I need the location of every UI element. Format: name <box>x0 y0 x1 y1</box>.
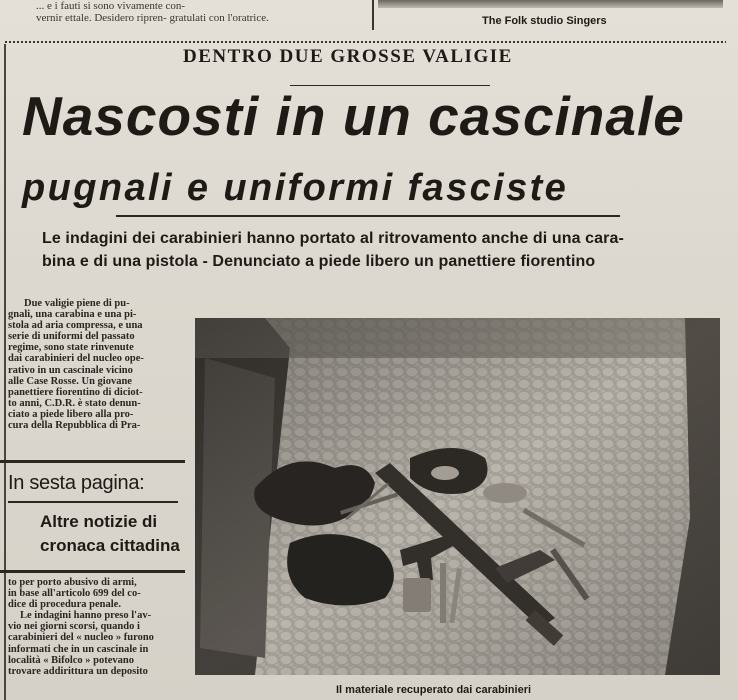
headline-line-2: pugnali e uniformi fasciste <box>22 167 569 209</box>
top-photo-edge <box>378 0 723 8</box>
body-line: dai carabinieri del nucleo ope- <box>8 353 144 365</box>
box-top-rule <box>0 460 185 463</box>
body-line: cura della Repubblica di Pra- <box>8 420 141 432</box>
article-deck <box>42 227 712 273</box>
headline-line-1: Nascosti in un cascinale <box>22 85 685 147</box>
body-line: in base all'articolo 699 del co- <box>8 588 141 600</box>
previous-article-line: vernir ettale. Desidero ripren- gratulati con l'oratrice. <box>36 12 269 24</box>
body-line: località « Bifolco » potevano <box>8 654 134 666</box>
sidebar-box-line: Altre notizie di <box>40 512 158 531</box>
top-photo-caption: The Folk studio Singers <box>482 15 607 27</box>
body-line: vio nei giorni scorsi, quando i <box>8 621 140 633</box>
body-line: alle Case Rosse. Un giovane <box>8 375 132 387</box>
sidebar-box-text <box>40 510 185 558</box>
box-bottom-rule <box>0 570 185 573</box>
article-body-continued <box>8 577 186 677</box>
headline-rule <box>116 215 620 217</box>
body-line: Due valigie piene di pu- <box>24 298 130 309</box>
news-photo <box>195 318 720 675</box>
article-kicker: DENTRO DUE GROSSE VALIGIE <box>183 46 513 67</box>
body-line: panettiere fiorentino di diciot- <box>8 386 143 398</box>
section-dotted-rule <box>4 40 726 44</box>
body-line: to anni, C.D.R. è stato denun- <box>8 397 141 409</box>
body-line: dice di procedura penale. <box>8 599 121 611</box>
body-line: Le indagini hanno preso l'av- <box>20 610 152 622</box>
left-margin-rule <box>4 44 6 700</box>
photo-caption: Il materiale recuperato dai carabinieri <box>336 684 532 696</box>
sidebar-box-label: In sesta pagina: <box>8 472 145 494</box>
body-line: informati che in un cascinale in <box>8 643 149 655</box>
body-line: rativo in un cascinale vicino <box>8 364 133 376</box>
sidebar-box-rule <box>8 501 178 503</box>
body-line: trovare addirittura un deposito <box>8 665 148 677</box>
deck-line: bina e di una pistola - Denunciato a piede libero un panettiere fiorentino <box>42 253 596 270</box>
body-line: regime, sono state rinvenute <box>8 342 134 354</box>
body-line: to per porto abusivo di armi, <box>8 577 137 588</box>
previous-article-line: ... e i fauti si sono vivamente con- <box>36 0 186 12</box>
previous-article-fragment <box>36 0 366 24</box>
body-line: carabinieri del « nucleo » furono <box>8 632 154 644</box>
photo-illustration <box>195 318 720 675</box>
top-strip <box>0 0 738 36</box>
body-line: ciato a piede libero alla pro- <box>8 408 134 420</box>
body-line: stola ad aria compressa, e una <box>8 320 143 332</box>
column-divider <box>372 0 374 30</box>
body-line: gnali, una carabina e una pi- <box>8 309 137 321</box>
article-body-column <box>8 298 186 431</box>
sidebar-box-line: cronaca cittadina <box>40 536 180 555</box>
body-line: serie di uniformi del passato <box>8 331 135 343</box>
deck-line: Le indagini dei carabinieri hanno portato al ritrovamento anche di una cara- <box>42 230 624 247</box>
